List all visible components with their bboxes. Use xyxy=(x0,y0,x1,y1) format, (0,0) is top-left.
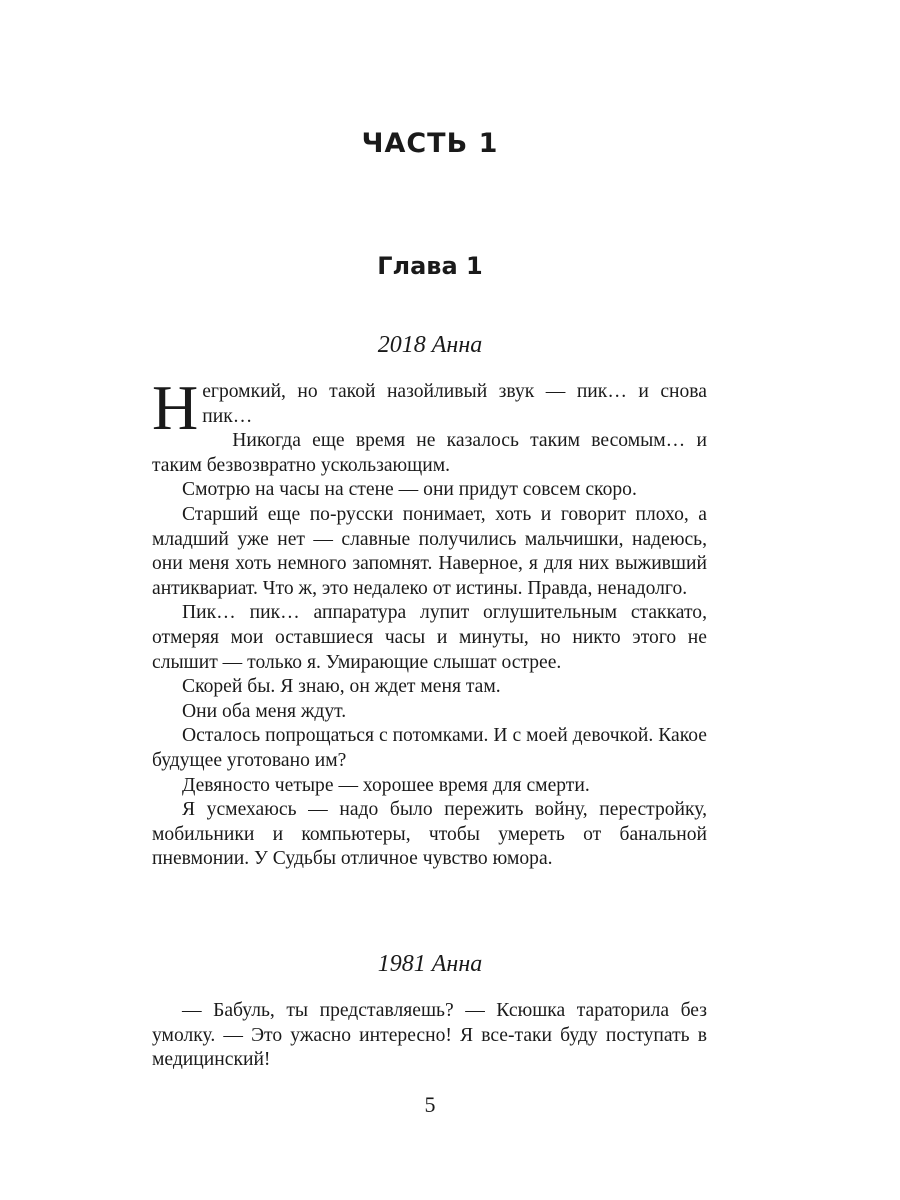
page-number: 5 xyxy=(424,1092,436,1117)
paragraph: Осталось попрощаться с потомками. И с моей девочкой. Какое будущее уготовано им? xyxy=(152,725,707,771)
part-title: ЧАСТЬ 1 xyxy=(361,128,499,159)
paragraph: Я усмехаюсь — надо было пережить войну, перестройку, мобильники и компьютеры, чтобы умереть от банальной пневмонии. У Судьбы отличное чувство юмора. xyxy=(152,799,707,870)
paragraph: Они оба меня ждут. xyxy=(182,700,347,722)
paragraph: Девяносто четыре — хорошее время для смерти. xyxy=(182,774,590,796)
paragraph: Пик… пик… аппаратура лупит оглушительным стаккато, отмеряя мои оставшиеся часы и минуты, но никто этого не слышит — только я. Умирающие слышат острее. xyxy=(152,602,707,673)
section-heading-2018: 2018 Анна xyxy=(377,332,483,358)
section-heading-1981: 1981 Анна xyxy=(377,951,483,977)
paragraph-text: егромкий, но такой назойливый звук — пик… и снова пик… xyxy=(202,381,707,427)
chapter-title: Глава 1 xyxy=(377,252,483,280)
paragraph: Никогда еще время не казалось таким весомым… и таким безвозвратно ускользающим. xyxy=(152,430,707,476)
section-text-2018 xyxy=(152,372,707,872)
section-text-1981 xyxy=(152,999,707,1073)
paragraph: Старший еще по-русски понимает, хоть и говорит плохо, а младший уже нет — славные получились мальчишки, надеюсь, они меня хоть немного запомнят. Наверное, я для них выживший антиквариат. Что ж, это недалеко от истины. Правда, ненадолго. xyxy=(152,503,707,599)
paragraph: Смотрю на часы на стене — они придут совсем скоро. xyxy=(182,479,637,501)
paragraph: Скорей бы. Я знаю, он ждет меня там. xyxy=(182,676,501,698)
drop-cap: Н xyxy=(152,372,199,443)
paragraph xyxy=(152,372,707,443)
paragraph: — Бабуль, ты представляешь? — Ксюшка тараторила без умолку. — Это ужасно интересно! Я все-таки буду поступать в медицинский! xyxy=(152,1000,707,1071)
